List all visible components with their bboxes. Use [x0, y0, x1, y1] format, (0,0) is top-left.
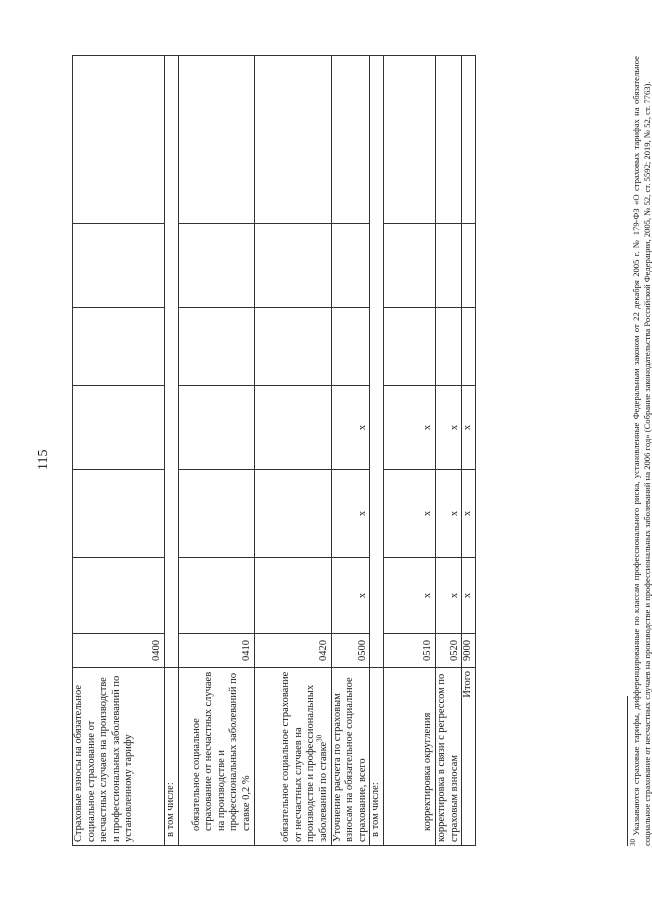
- row-code: 0510: [383, 634, 435, 668]
- row-label-text: корректировка округления: [422, 712, 434, 831]
- value-cell: [254, 558, 331, 634]
- value-cell: [178, 56, 254, 224]
- value-cell: [435, 308, 461, 386]
- row-intro-label: в том числе:: [165, 668, 179, 846]
- value-cell: [178, 470, 254, 558]
- table-row: [73, 56, 165, 846]
- intro-spacer-cell: [370, 56, 384, 668]
- table-row: [462, 56, 476, 846]
- value-cell: x: [331, 558, 370, 634]
- row-label-text: корректировка в связи с регрессом по страховым взносам: [435, 673, 460, 842]
- footnote-reference: 30: [315, 734, 324, 742]
- table-row: [331, 56, 370, 846]
- value-cell: x: [462, 470, 476, 558]
- value-cell: [383, 56, 435, 224]
- value-cell: [178, 224, 254, 308]
- rotated-page-content: [72, 56, 652, 846]
- value-cell: [462, 308, 476, 386]
- value-cell: [254, 224, 331, 308]
- value-cell: [73, 224, 165, 308]
- row-code: 9000: [462, 634, 476, 668]
- value-cell: [73, 470, 165, 558]
- value-cell: x: [462, 386, 476, 470]
- value-cell: [383, 308, 435, 386]
- value-cell: [73, 308, 165, 386]
- value-cell: [178, 308, 254, 386]
- row-label: [178, 668, 254, 846]
- value-cell: x: [331, 470, 370, 558]
- row-code: 0410: [178, 634, 254, 668]
- row-label-text: обязательное социальное страхование от несчастных случаев на производстве и профессиональных заболеваний по ставке 0,2 %: [190, 671, 252, 831]
- table-row: [383, 56, 435, 846]
- table-row: [254, 56, 331, 846]
- table-row: [435, 56, 461, 846]
- row-label: [383, 668, 435, 846]
- value-cell: x: [462, 558, 476, 634]
- value-cell: [178, 558, 254, 634]
- value-cell: [462, 224, 476, 308]
- value-cell: [254, 308, 331, 386]
- table-row: [178, 56, 254, 846]
- value-cell: [383, 224, 435, 308]
- value-cell: [73, 386, 165, 470]
- value-cell: [462, 56, 476, 224]
- table-intro-row: [370, 56, 384, 846]
- row-label-text: Страховые взносы на обязательное социальное страхование от несчастных случаев на производстве и профессиональных заболеваний по установленному тарифу: [73, 675, 135, 842]
- value-cell: x: [435, 386, 461, 470]
- value-cell: x: [435, 470, 461, 558]
- value-cell: [331, 56, 370, 224]
- row-label: [331, 668, 370, 846]
- value-cell: [331, 308, 370, 386]
- value-cell: [73, 558, 165, 634]
- value-cell: [331, 224, 370, 308]
- table-body: [73, 56, 476, 846]
- value-cell: [254, 56, 331, 224]
- row-label: [73, 668, 165, 846]
- value-cell: [178, 386, 254, 470]
- value-cell: [254, 386, 331, 470]
- value-cell: x: [383, 558, 435, 634]
- total-label: [462, 668, 476, 846]
- value-cell: [254, 470, 331, 558]
- row-intro-label: в том числе:: [370, 668, 384, 846]
- row-label: [435, 668, 461, 846]
- row-code: 0420: [254, 634, 331, 668]
- intro-spacer-cell: [165, 56, 179, 668]
- row-code: 0400: [73, 634, 165, 668]
- footnote: [627, 56, 652, 846]
- row-label: [254, 668, 331, 846]
- value-cell: [73, 56, 165, 224]
- row-code: 0520: [435, 634, 461, 668]
- value-cell: [435, 224, 461, 308]
- value-cell: [435, 56, 461, 224]
- table-intro-row: [165, 56, 179, 846]
- row-label-text: Итого: [462, 671, 474, 698]
- value-cell: x: [383, 470, 435, 558]
- page-number: 115: [36, 449, 51, 470]
- row-code: 0500: [331, 634, 370, 668]
- value-cell: x: [383, 386, 435, 470]
- report-table: [72, 55, 476, 846]
- value-cell: x: [435, 558, 461, 634]
- row-label-text: обязательное социальное страхование от несчастных случаев на производстве и профессиональных заболеваний по ставке: [280, 671, 329, 842]
- footnote-text: Указываются страховые тарифы, дифференцированные по классам профессионального риска, установленные Федеральным законом от 22 декабря 2005 г. № 179-ФЗ «О страховых тарифах на обязательное социальное страхование от несчастных случаев на производстве и профессиональных заболеваний на 2006 год» (Собрание законодательства Российской Федерации, 2005, № 52, ст. 5592; 2019, № 52, ст. 7763).: [631, 56, 652, 846]
- footnote-marker: 30: [629, 839, 638, 846]
- row-label-text: Уточнение расчета по страховым взносам на обязательное социальное страхование, всего: [331, 677, 368, 842]
- footnote-divider: [627, 696, 628, 846]
- value-cell: x: [331, 386, 370, 470]
